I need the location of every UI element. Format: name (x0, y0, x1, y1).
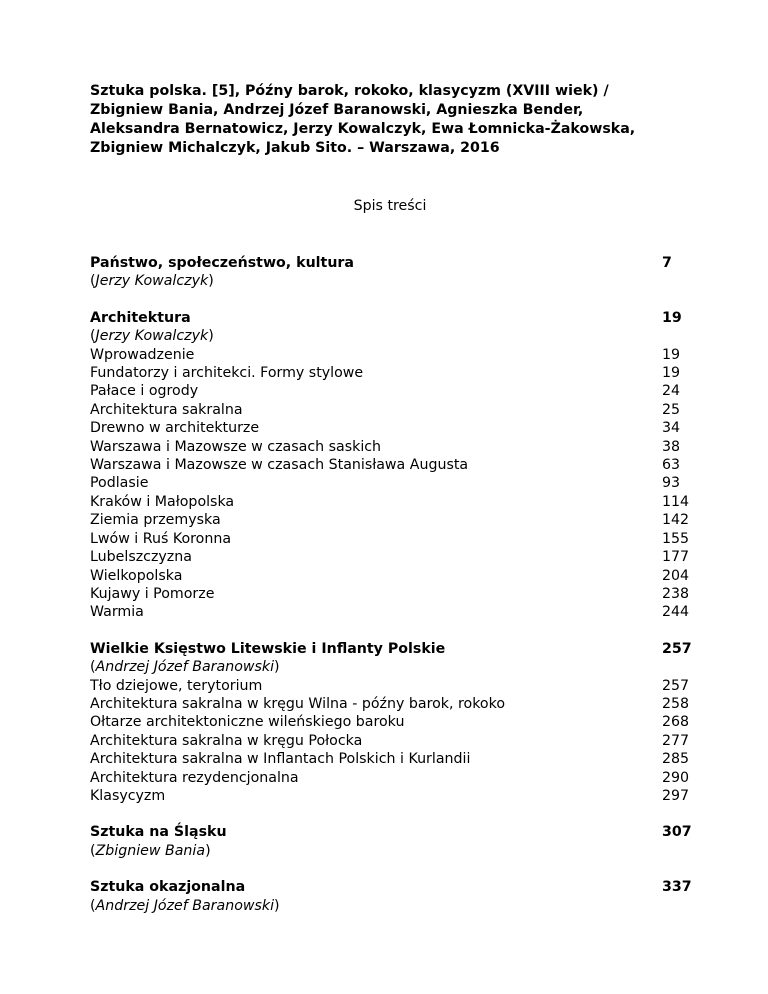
author-name: Zbigniew Bania (95, 842, 206, 859)
toc-entry-page: 19 (662, 365, 681, 382)
section-page-number: 19 (662, 309, 682, 326)
author-name: Andrzej Józef Baranowski (95, 659, 275, 676)
toc-entry (90, 695, 690, 713)
author-name: Andrzej Józef Baranowski (95, 897, 275, 914)
section-author: (Zbigniew Bania) (90, 842, 211, 859)
toc-entry-label: Architektura sakralna w kręgu Wilna - późny barok, rokoko (90, 695, 505, 712)
section-heading-row (90, 823, 690, 841)
section-author: (Jerzy Kowalczyk) (90, 328, 214, 345)
toc-entry-page: 238 (662, 585, 690, 602)
toc-entry (90, 474, 690, 492)
author-name: Jerzy Kowalczyk (95, 273, 209, 290)
section-heading-row (90, 254, 690, 272)
toc-entry-label: Tło dziejowe, terytorium (90, 677, 263, 694)
toc-entry-label: Klasycyzm (90, 787, 166, 804)
toc-entry-page: 155 (662, 530, 690, 547)
toc-entry (90, 511, 690, 529)
toc-entry (90, 346, 690, 364)
section-author: (Andrzej Józef Baranowski) (90, 659, 280, 676)
toc-entry-label: Drewno w architekturze (90, 420, 260, 437)
toc-entry-page: 25 (662, 401, 681, 418)
toc-entry-label: Fundatorzy i architekci. Formy stylowe (90, 365, 364, 382)
toc-entry-label: Pałace i ogrody (90, 383, 199, 400)
toc-entry (90, 787, 690, 805)
header-line: Sztuka polska. [5], Późny barok, rokoko, klasycyzm (XVIII wiek) / (90, 83, 609, 99)
section-author: (Jerzy Kowalczyk) (90, 273, 214, 290)
toc-entry-page: 24 (662, 383, 681, 400)
section-title: Sztuka okazjonalna (90, 879, 246, 896)
section-title: Wielkie Księstwo Litewskie i Inflanty Polskie (90, 640, 446, 657)
toc-entry-page: 93 (662, 475, 681, 492)
toc-entry (90, 456, 690, 474)
toc-entry-label: Wprowadzenie (90, 346, 195, 363)
toc-section (90, 823, 690, 860)
toc-entry (90, 364, 690, 382)
toc-section (90, 640, 690, 806)
toc-section (90, 309, 690, 622)
toc-entry-page: 277 (662, 732, 690, 749)
header-line: Aleksandra Bernatowicz, Jerzy Kowalczyk, Ewa Łomnicka-Żakowska, (90, 121, 636, 137)
toc-entry-page: 290 (662, 769, 690, 786)
toc-entry-label: Kujawy i Pomorze (90, 585, 215, 602)
document-page (90, 82, 690, 933)
toc-entry (90, 438, 690, 456)
toc-entry-label: Warszawa i Mazowsze w czasach saskich (90, 438, 382, 455)
toc-entry-page: 244 (662, 604, 690, 621)
toc-entry (90, 603, 690, 621)
toc-entry-page: 297 (662, 787, 690, 804)
section-title: Sztuka na Śląsku (90, 824, 227, 841)
toc-entry-page: 38 (662, 438, 681, 455)
toc-entry (90, 769, 690, 787)
toc-entry-page: 177 (662, 549, 690, 566)
toc-entry-label: Architektura sakralna w Inflantach Polskich i Kurlandii (90, 751, 471, 768)
toc-entry-label: Lwów i Ruś Koronna (90, 530, 232, 547)
toc-entry-page: 204 (662, 567, 690, 584)
toc-entry-label: Kraków i Małopolska (90, 493, 235, 510)
toc-entry (90, 750, 690, 768)
header-line: Zbigniew Michalczyk, Jakub Sito. – Warszawa, 2016 (90, 140, 500, 156)
section-heading-row (90, 309, 690, 327)
section-page-number: 257 (662, 640, 692, 657)
toc-entry-label: Architektura sakralna w kręgu Połocka (90, 732, 363, 749)
toc-entry-page: 114 (662, 493, 690, 510)
toc-entry-label: Architektura sakralna (90, 401, 243, 418)
toc-entry-page: 142 (662, 512, 690, 529)
toc-entry-label: Architektura rezydencjonalna (90, 769, 299, 786)
toc-entry-page: 19 (662, 346, 681, 363)
toc-entry (90, 713, 690, 731)
toc-entry (90, 401, 690, 419)
toc-entry-label: Wielkopolska (90, 567, 183, 584)
toc-entry-label: Warmia (90, 604, 144, 621)
section-heading-row (90, 878, 690, 896)
toc-entry (90, 382, 690, 400)
toc-entry (90, 585, 690, 603)
bibliographic-header (90, 82, 690, 158)
toc-section (90, 878, 690, 915)
toc-entry-label: Lubelszczyzna (90, 549, 192, 566)
section-title: Architektura (90, 309, 191, 326)
table-of-contents (90, 254, 690, 915)
section-page-number: 7 (662, 255, 672, 271)
header-line: Zbigniew Bania, Andrzej Józef Baranowski, Agnieszka Bender, (90, 102, 584, 118)
toc-entry (90, 567, 690, 585)
toc-entry-label: Podlasie (90, 475, 149, 492)
toc-entry-label: Warszawa i Mazowsze w czasach Stanisława Augusta (90, 457, 469, 474)
toc-entry (90, 493, 690, 511)
section-title: Państwo, społeczeństwo, kultura (90, 255, 354, 271)
author-name: Jerzy Kowalczyk (95, 328, 209, 345)
toc-title: Spis treści (353, 198, 427, 214)
toc-entry (90, 419, 690, 437)
section-heading-row (90, 640, 690, 658)
toc-entry-page: 34 (662, 420, 681, 437)
toc-entry (90, 732, 690, 750)
toc-entry (90, 677, 690, 695)
toc-entry-page: 285 (662, 751, 690, 768)
section-author: (Andrzej Józef Baranowski) (90, 897, 280, 914)
toc-entry-label: Ziemia przemyska (90, 512, 221, 529)
toc-entry-page: 258 (662, 695, 690, 712)
toc-section (90, 254, 690, 291)
toc-entry-page: 268 (662, 714, 690, 731)
section-page-number: 337 (662, 879, 692, 896)
toc-entry-page: 257 (662, 677, 690, 694)
toc-entry (90, 530, 690, 548)
toc-entry-page: 63 (662, 457, 681, 474)
toc-entry-label: Ołtarze architektoniczne wileńskiego baroku (90, 714, 405, 731)
toc-entry (90, 548, 690, 566)
section-page-number: 307 (662, 824, 692, 841)
